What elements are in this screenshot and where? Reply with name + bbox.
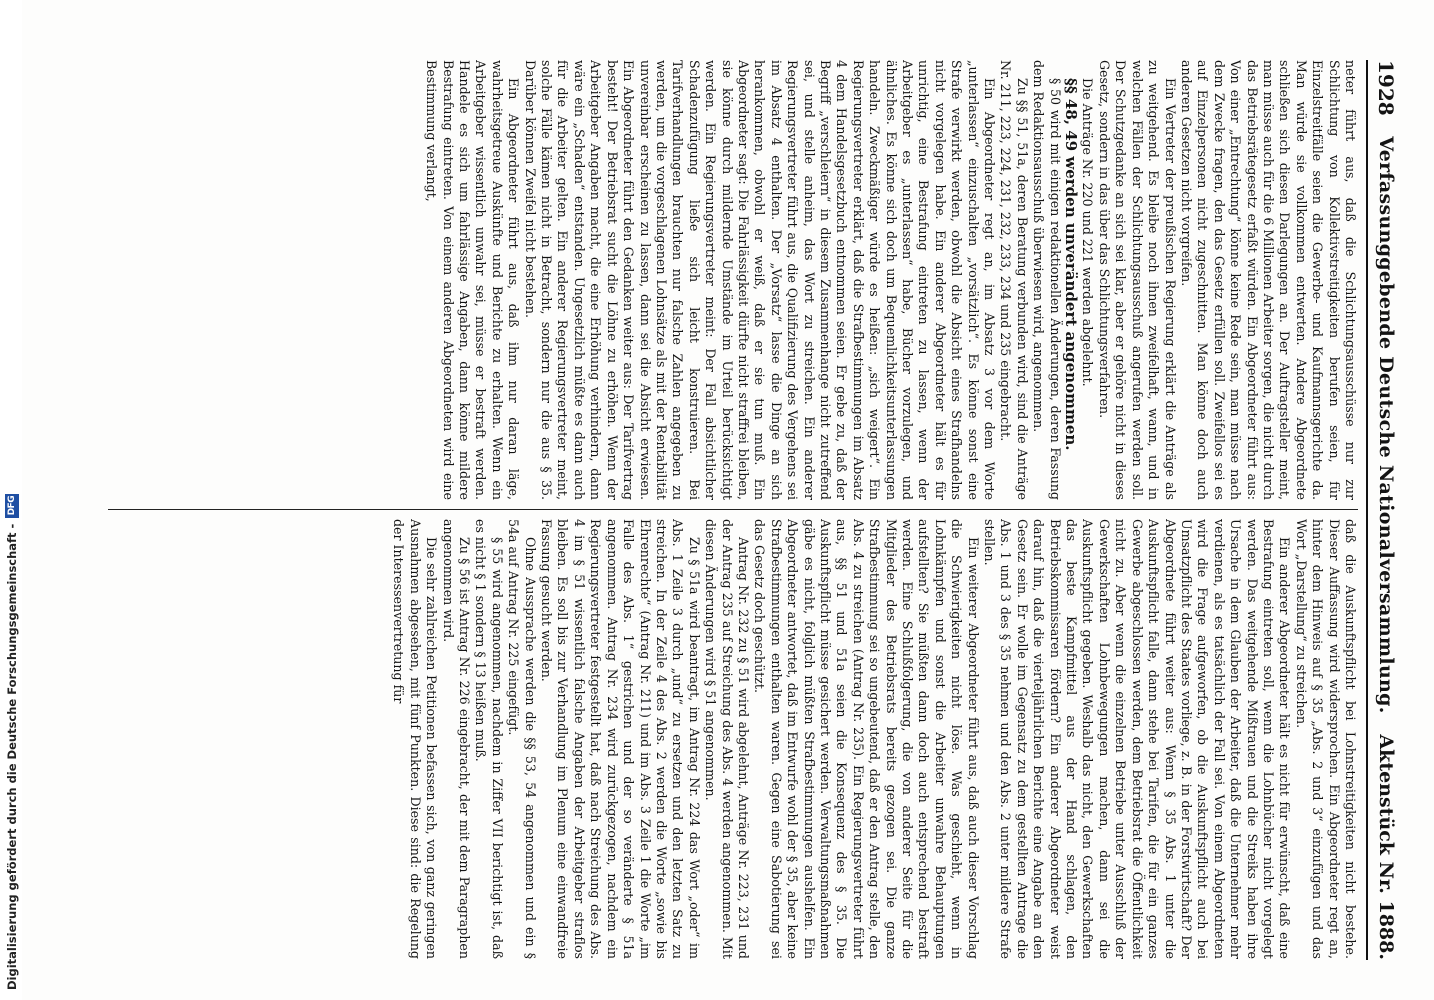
section-heading: §§ 48, 49 werden unverändert angenommen. [1062,78,1081,451]
paragraph: Ein weiterer Abgeordneter führt aus, daß auch dieser Vorschlag die Schwierigkeiten nicht löse. Was geschieht, wenn in Lohnkämpfen und sonst die Arbeiter unwahre Behauptungen aufstellten? Sie müßten dann doch auch entsprechend bestraft werden. Eine Schlußfolgerung, die von anderer Seite für die Mitglieder des Betriebsrats bereits gezogen sei. Die ganze Strafbestimmung sei so ungebeutend, daß er den Antrag stelle, den Abs. 4 zu streichen (Antrag Nr. 235). Ein Regierungsvertreter führt aus, §§ 51 und 51a seien die Konsequenz des § 35. Die Auskunftspflicht müsse gesichert werden. Verwaltungsmaßnahmen gäbe es nicht, folglich müßten Strafbestimmungen aushelfen. Ein Abgeordneter antwortet, daß im Entwurfe wohl der § 35, aber keine Strafbestimmungen enthalten waren. Gegen eine Sabotierung sei das Gesetz doch geschützt. [752,519,981,959]
paragraph: daß die Auskunftspflicht bei Lohnstreitigkeiten nicht bestehe. Dieser Auffassung wird widersprochen. Ein Abgeordneter regt an, hinter dem Hinweis auf § 35 „Abs. 2 und 3“ einzufügen und das Wort „Darstellung“ zu streichen. [1293,519,1358,959]
paragraph: Zu § 56 ist Antrag Nr. 226 eingebracht, der mit dem Paragraphen angenommen wird. [440,519,473,959]
paragraph: Zu §§ 51, 51a, deren Beratung verbunden wird, sind die Anträge Nr. 211, 223, 224, 231, 232, 233, 234 und 235 eingebracht. [998,60,1030,500]
paragraph: Zu § 51a wird beantragt, im Antrag Nr. 224 das Wort „oder“ im Abs. 1 Zeile 3 durch „und“ zu ersetzen und den letzten Satz zu streichen. In der Zeile 4 des Abs. 2 werden die Worte „sowie bis Ehrenrechte“ (Antrag Nr. 211) und im Abs. 3 Zeile 1 die Worte „im Falle des Abs. 1“ gestrichen und der so veränderte § 51a angenommen. Antrag Nr. 234 wird zurückgezogen, nachdem ein Regierungsvertreter festgestellt hat, daß nach Streichung des Abs. 4 im § 51 wissentlich falsche Angaben der Arbeitgeber straflos bleiben. Es soll bis zur Verhandlung im Plenum eine einwandfreie Fassung gesucht werden. [539,519,702,959]
paragraph: Ein Vertreter der preußischen Regierung erklärt die Anträge als zu weitgehend. Es bleibe noch ihnen zweifelhaft, wann, und in welchen Fällen der Schlichtungsausschuß angerufen werden soll. Der Schutzgedanke an sich sei klar, aber er gehöre nicht in dieses Gesetz, sondern in das über das Schlichtungsverfahren. [1096,60,1178,500]
paragraph: Die sehr zahlreichen Petitionen befassen sich, von ganz geringen Ausnahmen abgesehen, mit fünf Punkten. Diese sind: die Regelung der Interessenvertretung für [391,519,440,959]
paragraph: Ohne Aussprache werden die §§ 53, 54 angenommen und ein § 54a auf Antrag Nr. 225 eingefügt. [506,519,538,959]
column-divider [108,509,1358,510]
paragraph: neter führt aus, daß die Schlichtungsausschüsse nur zur Schlichtung von Kollektivstreitigkeiten berufen seien, für Einzelstreitfälle seien die Gewerbe- und Kaufmannsgerichte da. Man würde sie vollkommen entwerten. Andere Abgeordnete schließen sich diesen Darlegungen an. Der Auftragsteller meint, man müsse auch für die 6 Millionen Arbeiter sorgen, die nicht durch das Betriebsrätegesetz erfaßt würden. Ein Abgeordneter führt aus: Von einer „Entrechtung“ könne keine Rede sein, man müsse nach dem Zwecke fragen, den das Gesetz erfüllen soll. Zweifellos sei es auf Einzelpersonen nicht zugeschnitten. Man könne doch auch anderen Gesetzen nicht vorgreifen. [1178,60,1358,500]
dfg-logo-icon: DFG [5,494,19,518]
column-left [108,60,1358,500]
paragraph: Antrag Nr. 232 zu § 51 wird abgelehnt, Anträge Nr. 223, 231 und der Antrag 235 auf Streichung des Abs. 4 werden angenommen. Mit diesen Änderungen wird § 51 angenommen. [703,519,751,959]
paragraph: Ein anderer Abgeordneter hält es nicht für erwünscht, daß eine Bestrafung eintreten soll, wenn die Lohnbücher nicht vorgelegt werden. Das weitgehende Mißtrauen und die Streiks haben ihre Ursache in dem Glauben der Arbeiter, daß die Unternehmer mehr verdienen, als es tatsächlich der Fall sei. Von einem Abgeordneten wird die Frage aufgeworfen, ob die Auskunftspflicht auch bei Umsatzpflicht des Staates vorliege, z. B. in der Forstwirtschaft? Der Abgeordnete führt weiter aus: Wenn § 35 Abs. 1 unter die Auskunftspflicht falle, dann stehe bei Tarifen, die für ein ganzes Gewerbe abgeschlossen werden, dem Betriebsrat die Öffentlichkeit nicht zu. Aber wenn die einzelnen Betriebe unter Ausschluß der Gewerkschaften Lohnbewegungen machen, dann sei die Auskunftspflicht gegeben. Weshalb das nicht, den Gewerkschaften das beste Kampfmittel aus der Hand schlagen, den Betriebskommissaren fördern? Ein anderer Abgeordneter weist darauf hin, daß die vierteljährlichen Berichte eine Angabe an den Gesetz sein. Er wolle im Gegensatz zu dem gestellten Antrage die Abs. 1 und 3 des § 35 nehmen und den Abs. 2 unter mildere Strafe stellen. [982,519,1293,959]
file-reference: Aktenstück Nr. 1888. [1375,734,1397,960]
digitization-credit-text: Digitalisierung gefördert durch die Deutsche Forschungsgemeinschaft - [5,523,19,990]
digitization-credit-sidebar [0,0,22,1000]
digitization-credit [2,30,22,990]
paragraph: Die Anträge Nr. 220 und 221 werden abgelehnt. [1080,78,1096,387]
paragraph: § 55 wird angenommen, nachdem in Ziffer VII berichtigt ist, daß es nicht § 1 sondern § 13 heißen muß. [473,519,505,959]
running-title: Verfassunggebende Deutsche Nationalversammlung. [1375,136,1397,714]
page-header [1366,60,1404,960]
rotated-page-content [104,30,1404,990]
paragraph: Ein Abgeordneter führt aus, daß ihm nur daran läge, wahrheitsgetreue Auskünfte und Berichte zu erhalten. Wenn ein Arbeitgeber wissentlich unwahr sei, müsse er bestraft werden. Handele es sich um fahrlässige Angaben, dann könne mildere Bestrafung eintreten. Von einem anderen Abgeordneten wird eine Bestimmung verlangt, [424,60,522,500]
text-columns [108,60,1358,960]
page-number: 1928 [1374,60,1398,116]
paragraph: § 50 wird mit einigen redaktionellen Änderungen, deren Fassung dem Redaktionsausschuß überwiesen wird, angenommen. [1031,60,1063,500]
column-right [108,519,1358,959]
paragraph: Ein Abgeordneter regt an, im Absatz 3 vor dem Worte „unterlassen“ einzuschalten „vorsätzlich“. Es könne sonst eine Strafe verwirkt werden, obwohl die Absicht eines Strafhandelns nicht vorgelegen habe. Ein anderer Abgeordneter hält es für unrichtig, eine Bestrafung eintreten zu lassen, wenn der Arbeitgeber es „unterlassen“ habe, Bücher vorzulegen, und ähnliches. Es könne sich doch um Bequemlichkeitsunterlassungen handeln. Zweckmäßiger würde es heißen: „sich weigert“. Ein Regierungsvertreter erklärt, daß die Strafbestimmungen im Absatz 4 dem Handelsgesetzbuch entnommen seien. Er gebe zu, daß der Begriff „verschleiern“ in diesem Zusammenhange nicht zutreffend sei, und stelle anheim, das Wort zu streichen. Ein anderer Regierungsvertreter führt aus, die Qualifizierung des Vergehens sei im Absatz 4 enthalten. Der „Vorsatz“ lasse die Dinge an sich herankommen, obwohl er weiß, daß er sie tun muß. Ein Abgeordneter sagt: Die Fahrlässigkeit dürfte nicht straffrei bleiben, sie könne durch mildernde Umstände im Urteil berücksichtigt werden. Ein Regierungsvertreter meint: Der Fall absichtlicher Schadenzufügung ließe sich leicht konstruieren. Bei Tarifverhandlungen brauchten nur falsche Zahlen angegeben zu werden, um die vorgeschlagenen Lohnsätze als mit der Rentabilität unvereinbar erscheinen zu lassen, dann sei die Absicht erwiesen. Ein Abgeordneter führt den Gedanken weiter aus: Der Tarifvertrag besteht! Der Betriebsrat sucht die Löhne zu erhöhen. Wenn der Arbeitgeber Angaben macht, die eine Erhöhung verhindern, dann wäre ein „Schaden“ entstanden. Ungesetzlich müßte es dann auch für die Arbeiter gelten. Ein anderer Regierungsvertreter meint, solche Fälle kämen nicht in Betracht, sondern nur die aus § 35. Darüber können Zweifel nicht bestehen. [522,60,998,500]
